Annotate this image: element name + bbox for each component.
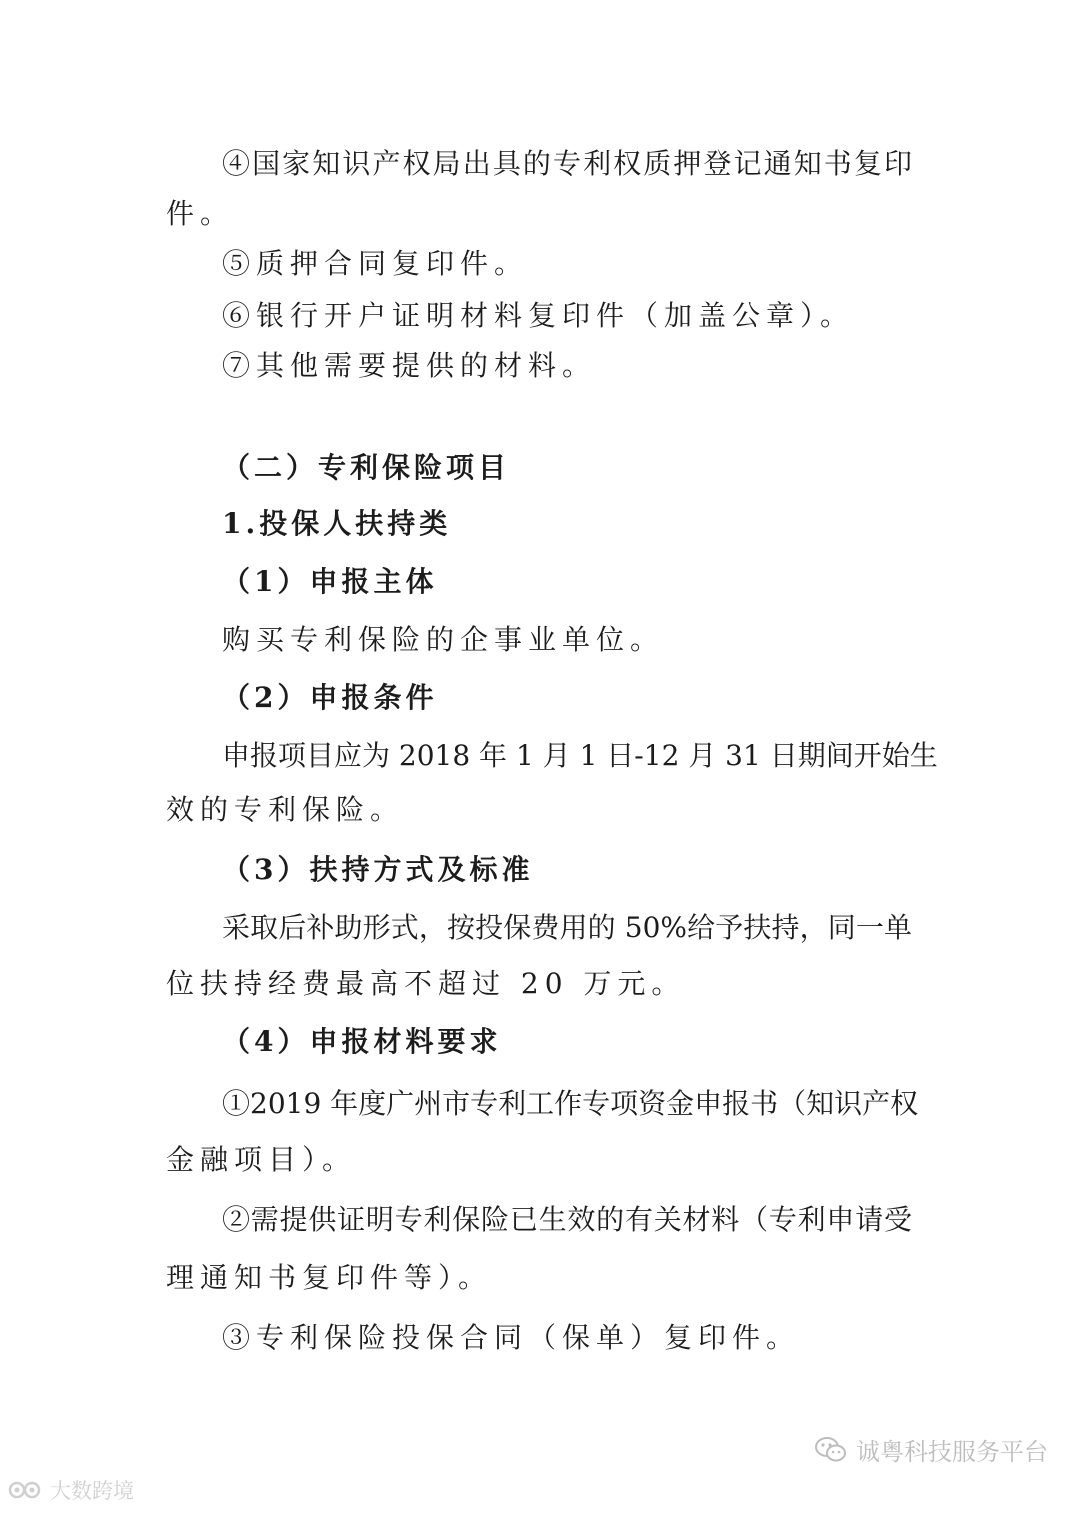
conditions-text: 申报项目应为 2018 年 1 月 1 日-12 月 31 日期间开始生	[222, 739, 938, 772]
section-heading-patent-insurance: （二）专利保险项目	[222, 451, 511, 484]
materials-item-2-continuation: 理通知书复印件等）。	[166, 1261, 493, 1294]
eye-logo-icon	[8, 1479, 42, 1501]
item-4-patent-pledge-notice: ④国家知识产权局出具的专利权质押登记通知书复印	[222, 147, 912, 180]
applicant-text: 购买专利保险的企事业单位。	[222, 623, 665, 656]
conditions-continuation: 效的专利保险。	[166, 793, 405, 826]
materials-item-2: ②需提供证明专利保险已生效的有关材料（专利申请受	[222, 1203, 912, 1236]
item-5-pledge-contract: ⑤质押合同复印件。	[222, 247, 529, 280]
materials-item-3: ③专利保险投保合同（保单）复印件。	[222, 1321, 801, 1354]
watermark-right	[814, 1432, 1048, 1467]
heading-materials: （4）申报材料要求	[222, 1025, 502, 1058]
materials-item-1-continuation: 金融项目）。	[166, 1143, 357, 1176]
wechat-icon	[814, 1436, 848, 1464]
watermark-left-text: 大数跨境	[50, 1479, 134, 1503]
subsection-heading-insured-support: 1.投保人扶持类	[222, 507, 452, 540]
support-method-continuation: 位扶持经费最高不超过 20 万元。	[166, 967, 686, 1000]
heading-support-method: （3）扶持方式及标准	[222, 853, 534, 886]
heading-conditions: （2）申报条件	[222, 681, 438, 714]
item-6-bank-account-proof: ⑥银行开户证明材料复印件（加盖公章）。	[222, 299, 855, 332]
watermark-left	[8, 1475, 134, 1505]
watermark-right-text: 诚粤科技服务平台	[856, 1438, 1048, 1466]
item-7-other-materials: ⑦其他需要提供的材料。	[222, 349, 597, 382]
support-method-text: 采取后补助形式，按投保费用的 50%给予扶持，同一单	[222, 911, 912, 944]
item-4-continuation: 件。	[166, 197, 235, 230]
materials-item-1: ①2019 年度广州市专利工作专项资金申报书（知识产权	[222, 1087, 919, 1120]
heading-applicant: （1）申报主体	[222, 565, 438, 598]
